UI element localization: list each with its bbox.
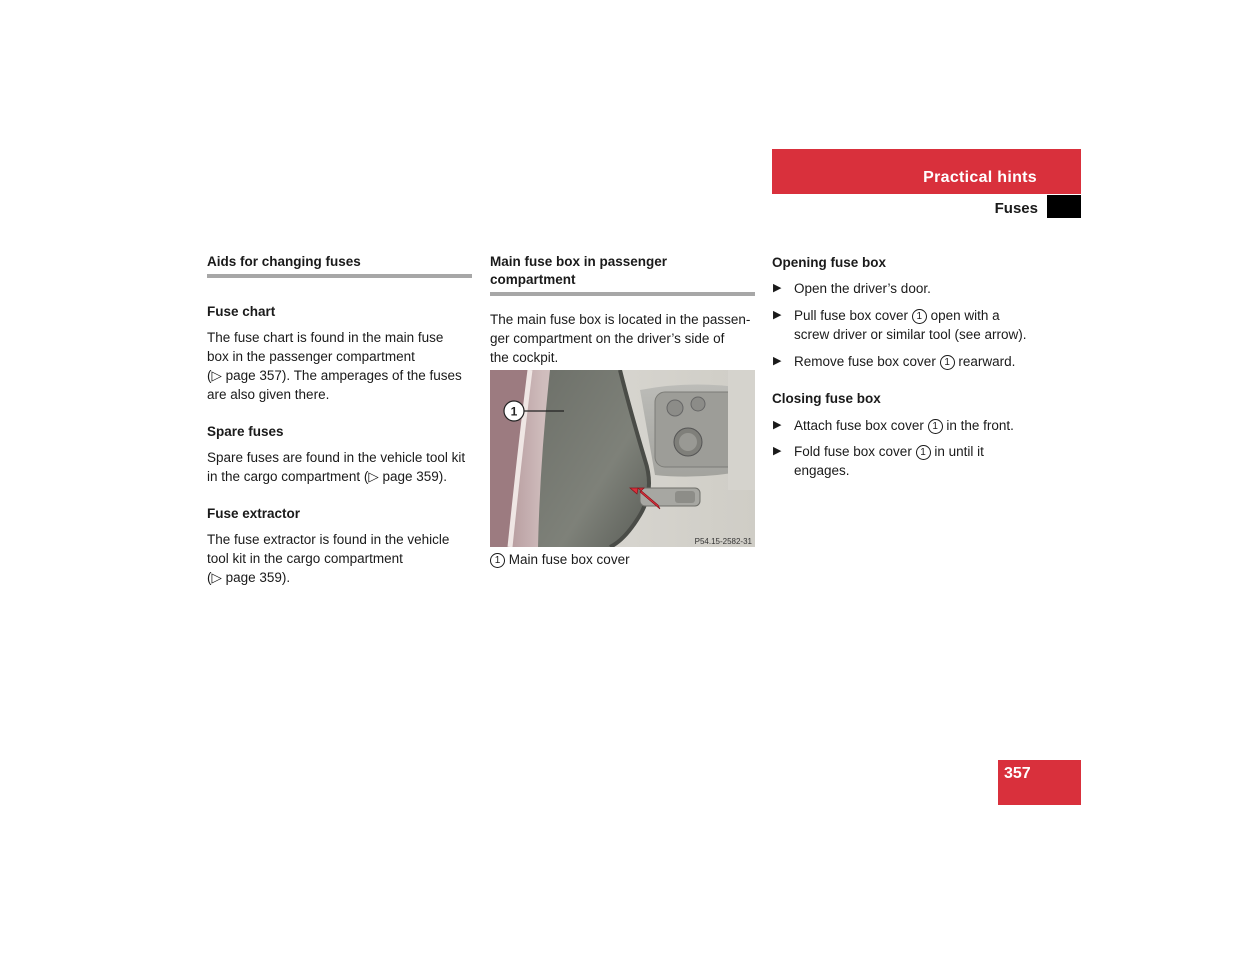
column-aids: [207, 253, 472, 587]
step-text: Fold fuse box cover: [794, 444, 912, 459]
page-number-box: [998, 760, 1081, 805]
step-text: Attach fuse box cover: [794, 418, 924, 433]
step-item: [772, 306, 1042, 344]
heading-opening-fuse-box: Opening fuse box: [772, 255, 887, 270]
step-text: in until it: [934, 444, 984, 459]
text-line: ger compartment on the driver’s side of: [490, 331, 725, 346]
text-line: (▷ page 359).: [207, 570, 291, 585]
step-item: [772, 279, 1042, 298]
heading-rule: [490, 292, 755, 296]
step-item: [772, 416, 1042, 435]
fuse-extractor-text: [207, 530, 472, 587]
heading-aids: Aids for changing fuses: [207, 254, 361, 269]
text-line: the cockpit.: [490, 350, 559, 365]
photo-caption: [490, 552, 630, 568]
bullet-arrow-icon: ▶: [773, 445, 782, 457]
text-line: box in the passenger compartment: [207, 349, 415, 364]
callout-number: 1: [940, 355, 955, 370]
step-item: [772, 442, 1042, 480]
step-text: Pull fuse box cover: [794, 308, 909, 323]
heading-closing-fuse-box: Closing fuse box: [772, 391, 881, 406]
step-text: Remove fuse box cover: [794, 354, 936, 369]
step-text: rearward.: [958, 354, 1016, 369]
heading-fuse-chart: Fuse chart: [207, 304, 276, 319]
step-text: in the front.: [946, 418, 1014, 433]
column-main-fuse-box: [490, 253, 755, 367]
bullet-arrow-icon: ▶: [773, 282, 782, 294]
thumb-index-marker: [1047, 195, 1081, 218]
heading-fuse-extractor: Fuse extractor: [207, 506, 301, 521]
page-number: 357: [1004, 765, 1031, 782]
photo-code: P54.15-2582-31: [694, 537, 752, 546]
bullet-arrow-icon: ▶: [773, 309, 782, 321]
subsection-title: Fuses: [994, 200, 1038, 217]
text-line: The fuse chart is found in the main fuse: [207, 330, 444, 345]
step-text: screw driver or similar tool (see arrow).: [794, 327, 1027, 342]
heading-spare-fuses: Spare fuses: [207, 424, 284, 439]
text-line: tool kit in the cargo compartment: [207, 551, 403, 566]
text-line: in the cargo compartment (▷ page 359).: [207, 469, 448, 484]
spare-fuses-text: [207, 448, 472, 486]
caption-text: Main fuse box cover: [508, 552, 630, 567]
callout-number: 1: [490, 553, 505, 568]
main-fuse-box-text: [490, 310, 755, 367]
heading-main-fuse-box: [490, 253, 755, 292]
column-procedures: [772, 253, 1042, 480]
callout-number: 1: [912, 309, 927, 324]
text-line: are also given there.: [207, 387, 330, 402]
text-line: The main fuse box is located in the passen-: [490, 312, 751, 327]
photo-callout-number: 1: [510, 404, 518, 419]
closing-steps: [772, 416, 1042, 480]
callout-number: 1: [928, 419, 943, 434]
text-line: The fuse extractor is found in the vehicle: [207, 532, 450, 547]
heading-line: compartment: [490, 272, 576, 287]
bullet-arrow-icon: ▶: [773, 355, 782, 367]
fuse-box-photo: [490, 370, 755, 547]
step-text: Open the driver’s door.: [794, 281, 931, 296]
step-item: [772, 352, 1042, 371]
step-text: open with a: [930, 308, 1000, 323]
callout-number: 1: [916, 445, 931, 460]
opening-steps: [772, 279, 1042, 371]
heading-rule: [207, 274, 472, 278]
fuse-chart-text: [207, 328, 472, 404]
section-tab: [772, 149, 1081, 194]
heading-line: Main fuse box in passenger: [490, 254, 668, 269]
bullet-arrow-icon: ▶: [773, 419, 782, 431]
section-title: Practical hints: [923, 169, 1037, 186]
step-text: engages.: [794, 463, 850, 478]
text-line: Spare fuses are found in the vehicle tool kit: [207, 450, 466, 465]
text-line: (▷ page 357). The amperages of the fuses: [207, 368, 462, 383]
